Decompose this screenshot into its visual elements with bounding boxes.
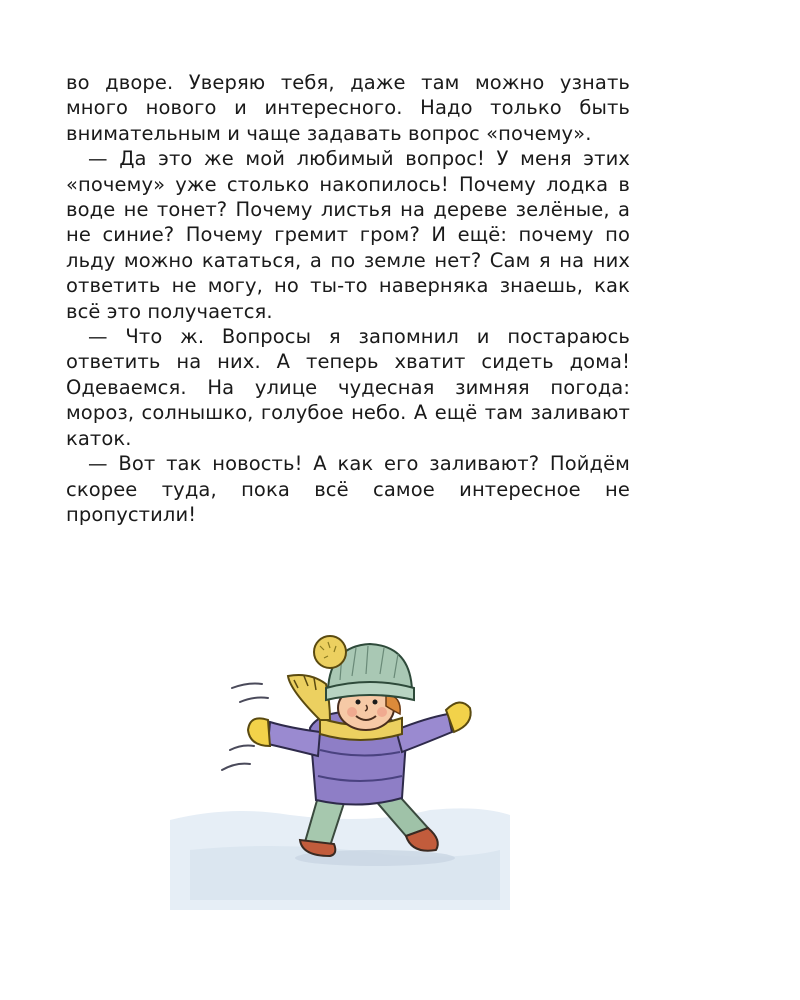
paragraph-1: во дворе. Уверяю тебя, даже там можно узнать много нового и интересного. Надо только быть внимательным и чаще задавать вопрос «почему». — [66, 71, 630, 145]
child-in-winter-clothes-icon — [170, 610, 510, 910]
right-eye — [373, 700, 378, 705]
left-mitten — [248, 718, 270, 746]
paragraph-2: — Да это же мой любимый вопрос! У меня этих «почему» уже столько накопилось! Почему лодка в воде не тонет? Почему листья на дереве зелёные, а не синие? Почему гремит гром? И ещё: почему по льду можно кататься, а по земле нет? Сам я на них ответить не могу, но ты-то наверняка знаешь, как всё это получается. — [66, 147, 630, 323]
left-eye — [356, 700, 361, 705]
right-arm — [396, 714, 452, 752]
hat-pompom — [314, 636, 346, 668]
paragraph-4: — Вот так новость! А как его заливают? Пойдём скорее туда, пока всё самое интересное не пропустили! — [66, 452, 630, 526]
story-text — [66, 70, 630, 527]
paragraph-3: — Что ж. Вопросы я запомнил и постараюсь ответить на них. А теперь хватит сидеть дома! Одеваемся. На улице чудесная зимняя погода: мороз, солнышко, голубое небо. А ещё там заливают каток. — [66, 325, 630, 450]
